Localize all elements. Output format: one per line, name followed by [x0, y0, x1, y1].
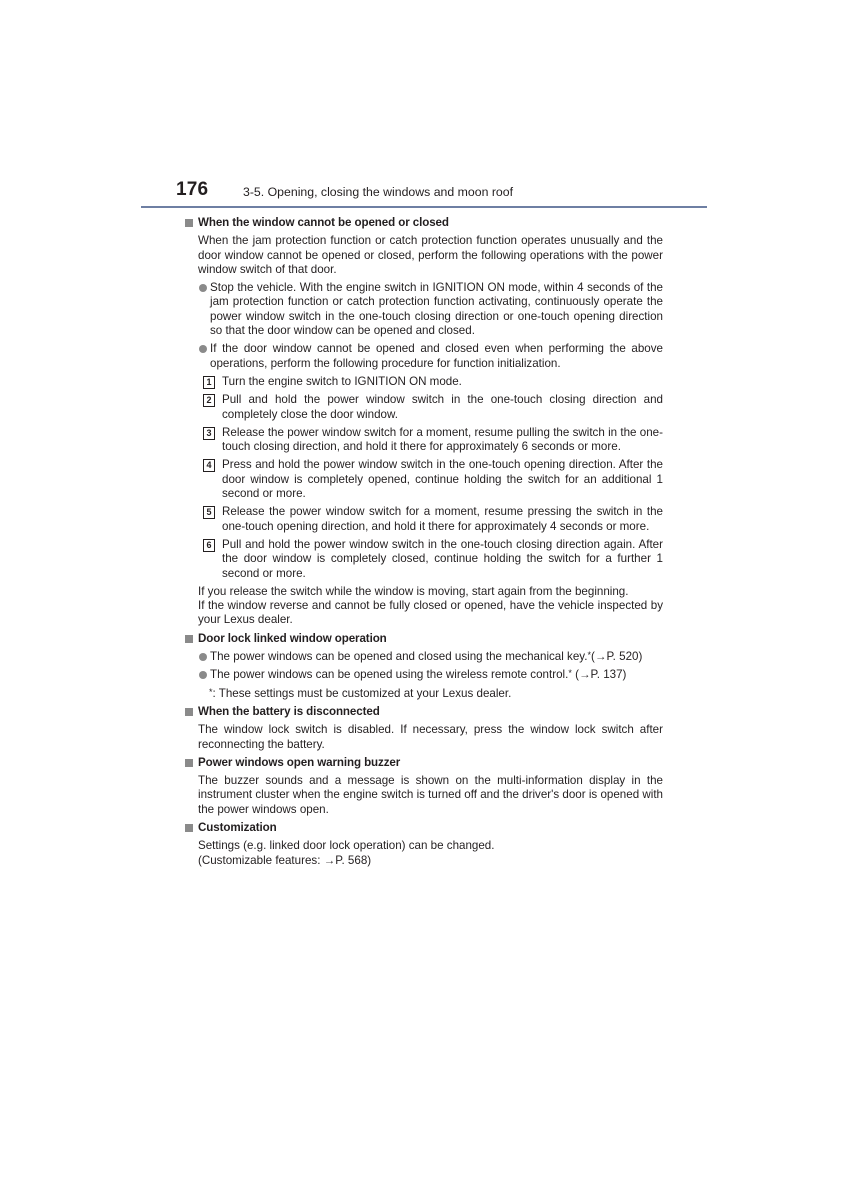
step-number: 4 [203, 459, 215, 472]
section-customization [185, 821, 663, 868]
step-item: 2 Pull and hold the power window switch in the one-touch closing direction and completely close the door window. [202, 393, 663, 422]
square-bullet-icon [185, 708, 193, 716]
circle-bullet-icon [199, 284, 207, 292]
bullet-item: The power windows can be opened and closed using the mechanical key.*(→P. 520) [198, 650, 663, 664]
section-paragraph: Settings (e.g. linked door lock operation) can be changed. [198, 839, 495, 853]
square-bullet-icon [185, 219, 193, 227]
section-window-cannot-open [185, 216, 663, 628]
page-number: 176 [176, 179, 209, 200]
section-heading: Power windows open warning buzzer [185, 756, 663, 770]
step-item: 3 Release the power window switch for a moment, resume pulling the switch in the one-touch closing direction, and hold it there for approximately 6 seconds or more. [202, 426, 663, 455]
page-content [185, 216, 663, 872]
step-item: 1 Turn the engine switch to IGNITION ON mode. [202, 375, 663, 389]
step-number: 2 [203, 394, 215, 407]
circle-bullet-icon [199, 345, 207, 353]
page-reference: (→P. 137) [575, 668, 627, 682]
bullet-item: If the door window cannot be opened and closed even when performing the above operations, perform the following procedure for function initialization. [198, 342, 663, 371]
asterisk-marker: * [587, 650, 591, 661]
step-item: 4 Press and hold the power window switch in the one-touch opening direction. After the door window is completely opened, continue holding the switch for an additional 1 second or more. [202, 458, 663, 501]
section-paragraph: The buzzer sounds and a message is shown on the multi-information display in the instrument cluster when the engine switch is turned off and the driver's door is opened with the power windows open. [198, 774, 663, 816]
section-battery-disconnected [185, 705, 663, 752]
page-reference: (→P. 520) [590, 650, 643, 664]
section-paragraph: (Customizable features: →P. 568) [198, 853, 372, 867]
step-number: 5 [203, 506, 215, 519]
section-heading: When the window cannot be opened or closed [185, 216, 663, 230]
square-bullet-icon [185, 759, 193, 767]
outro-paragraph: If the window reverse and cannot be fully closed or opened, have the vehicle inspected by your Lexus dealer. [198, 599, 663, 627]
step-item: 5 Release the power window switch for a moment, resume pressing the switch in the one-touch opening direction, and hold it there for approximately 4 seconds or more. [202, 505, 663, 534]
step-number: 6 [203, 539, 215, 552]
header-rule [141, 206, 707, 208]
intro-paragraph: When the jam protection function or catch protection function operates unusually and the door window cannot be opened or closed, perform the following operations with the power window switch of that door. [198, 234, 663, 276]
circle-bullet-icon [199, 653, 207, 661]
section-warning-buzzer [185, 756, 663, 817]
asterisk-marker: * [209, 686, 213, 697]
bullet-item: Stop the vehicle. With the engine switch in IGNITION ON mode, within 4 seconds of the jam protection function or catch protection function activating, continuously operate the power window switch in the one-touch closing direction or one-touch opening direction so that the door window can be opened and closed. [198, 281, 663, 338]
section-paragraph: The window lock switch is disabled. If necessary, press the window lock switch after reconnecting the battery. [198, 723, 663, 751]
section-door-lock-linked [185, 632, 663, 701]
step-number: 3 [203, 427, 215, 440]
section-title: 3-5. Opening, closing the windows and moon roof [243, 185, 514, 199]
footnote: *: These settings must be customized at your Lexus dealer. [209, 686, 512, 700]
step-number: 1 [203, 376, 215, 389]
circle-bullet-icon [199, 671, 207, 679]
step-item: 6 Pull and hold the power window switch in the one-touch closing direction again. After the door window is completely closed, continue holding the switch for a further 1 second or more. [202, 538, 663, 581]
square-bullet-icon [185, 824, 193, 832]
section-heading: When the battery is disconnected [185, 705, 663, 719]
section-heading: Customization [185, 821, 663, 835]
square-bullet-icon [185, 635, 193, 643]
outro-paragraph: If you release the switch while the window is moving, start again from the beginning. [198, 584, 629, 598]
asterisk-marker: * [568, 668, 572, 679]
bullet-item: The power windows can be opened using the wireless remote control.* (→P. 137) [198, 668, 663, 682]
section-heading: Door lock linked window operation [185, 632, 663, 646]
